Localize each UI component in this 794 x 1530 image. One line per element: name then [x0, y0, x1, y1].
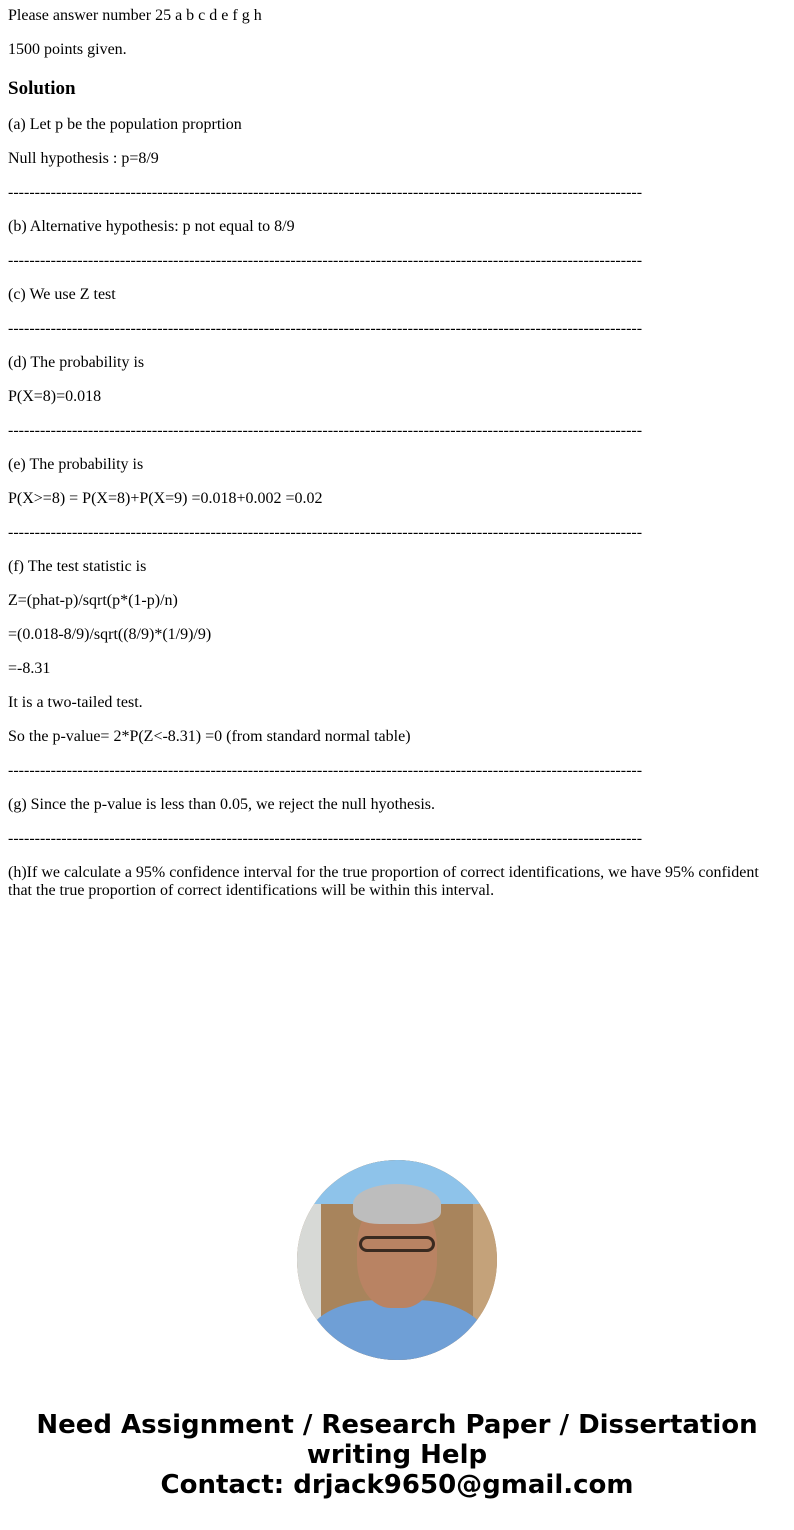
separator: ----------------------------------------------------------------------------------------------------------------------- [8, 320, 643, 337]
footer-help-text: Need Assignment / Research Paper / Dissertation writing Help [36, 1410, 758, 1470]
part-d-text: P(X=8)=0.018 [8, 388, 102, 405]
points-text: 1500 points given. [8, 41, 127, 58]
document-body [0, 7, 794, 900]
part-f-text: =-8.31 [8, 660, 51, 677]
solution-heading: Solution [8, 78, 76, 99]
part-f-text: (f) The test statistic is [8, 558, 147, 575]
part-f-text: =(0.018-8/9)/sqrt((8/9)*(1/9)/9) [8, 626, 212, 643]
separator: ----------------------------------------------------------------------------------------------------------------------- [8, 252, 643, 269]
footer-contact-text: Contact: drjack9650@gmail.com [160, 1470, 634, 1500]
part-d-text: (d) The probability is [8, 354, 145, 371]
part-a-text: (a) Let p be the population proprtion [8, 116, 242, 133]
footer-banner [0, 1410, 794, 1500]
part-f-text: It is a two-tailed test. [8, 694, 143, 711]
separator: ----------------------------------------------------------------------------------------------------------------------- [8, 422, 643, 439]
part-b-text: (b) Alternative hypothesis: p not equal to 8/9 [8, 218, 295, 235]
author-photo [297, 1160, 497, 1360]
part-a-text: Null hypothesis : p=8/9 [8, 150, 159, 167]
part-c-text: (c) We use Z test [8, 286, 116, 303]
part-f-text: So the p-value= 2*P(Z<-8.31) =0 (from standard normal table) [8, 728, 411, 745]
separator: ----------------------------------------------------------------------------------------------------------------------- [8, 762, 643, 779]
question-text: Please answer number 25 a b c d e f g h [8, 7, 262, 24]
separator: ----------------------------------------------------------------------------------------------------------------------- [8, 830, 643, 847]
separator: ----------------------------------------------------------------------------------------------------------------------- [8, 184, 643, 201]
part-f-text: Z=(phat-p)/sqrt(p*(1-p)/n) [8, 592, 178, 609]
part-e-text: (e) The probability is [8, 456, 144, 473]
part-e-text: P(X>=8) = P(X=8)+P(X=9) =0.018+0.002 =0.02 [8, 490, 323, 507]
part-h-text: (h)If we calculate a 95% confidence interval for the true proportion of correct identifications, we have 95% confident that the true proportion of correct identifications will be within this interval. [8, 864, 759, 899]
separator: ----------------------------------------------------------------------------------------------------------------------- [8, 524, 643, 541]
part-g-text: (g) Since the p-value is less than 0.05, we reject the null hyothesis. [8, 796, 436, 813]
